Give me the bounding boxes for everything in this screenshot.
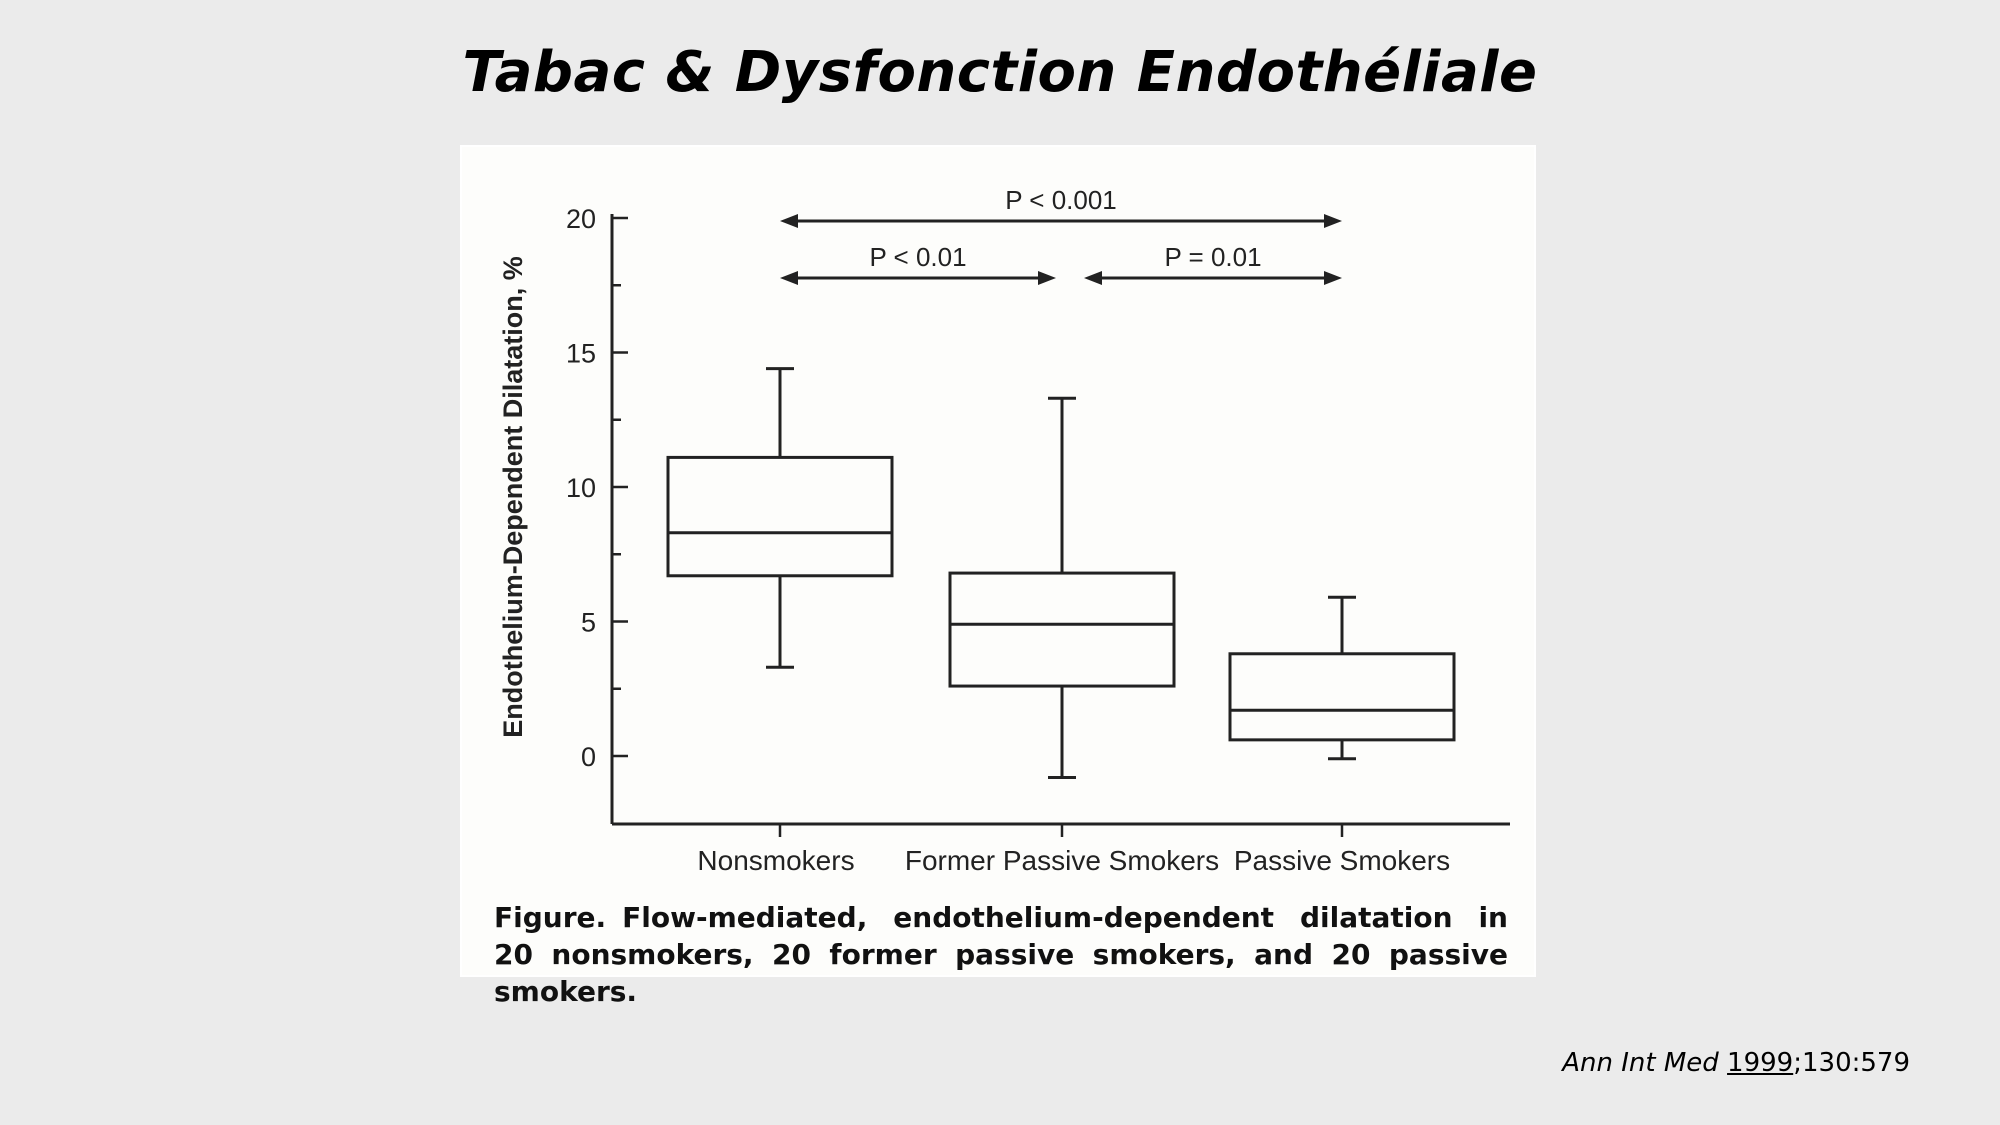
figure-caption — [494, 899, 1508, 1010]
citation-journal: Ann Int Med — [1562, 1048, 1719, 1078]
y-tick-label: 10 — [565, 473, 596, 503]
significance-arrowhead-right — [1324, 214, 1342, 228]
significance-arrowhead-left — [1084, 271, 1102, 285]
box-former-passive-smokers-iqr — [950, 573, 1174, 686]
figure-panel — [460, 145, 1536, 1008]
y-tick-label: 0 — [580, 742, 596, 772]
y-tick-label: 15 — [565, 338, 596, 369]
caption-label: Figure. — [494, 901, 607, 934]
boxplot-chart — [462, 147, 1538, 907]
y-tick-label: 20 — [565, 204, 596, 234]
significance-label: P = 0.01 — [1164, 242, 1262, 272]
significance-arrowhead-right — [1038, 271, 1056, 285]
box-nonsmokers-iqr — [668, 457, 892, 575]
caption-text: Flow-mediated, endothelium-dependent dilatation in 20 nonsmokers, 20 former passive smokers, and 20 passive smokers. — [494, 901, 1508, 1008]
significance-arrowhead-right — [1324, 271, 1342, 285]
significance-arrowhead-left — [780, 271, 798, 285]
x-tick-label: Former Passive Smokers — [904, 845, 1220, 876]
box-passive-smokers-iqr — [1230, 654, 1454, 740]
y-tick-label: 5 — [580, 607, 596, 638]
significance-arrowhead-left — [780, 214, 798, 228]
citation-rest: ;130:579 — [1793, 1048, 1910, 1078]
citation-year: 1999 — [1727, 1048, 1794, 1078]
slide-title: Tabac & Dysfonction Endothéliale — [462, 40, 1538, 105]
y-axis-label: Endothelium-Dependent Dilatation, % — [498, 256, 528, 738]
x-tick-label: Passive Smokers — [1233, 845, 1451, 876]
significance-label: P < 0.01 — [869, 242, 967, 272]
x-tick-label: Nonsmokers — [697, 845, 855, 876]
significance-label: P < 0.001 — [1005, 185, 1117, 215]
citation-reference — [1562, 1048, 1910, 1078]
